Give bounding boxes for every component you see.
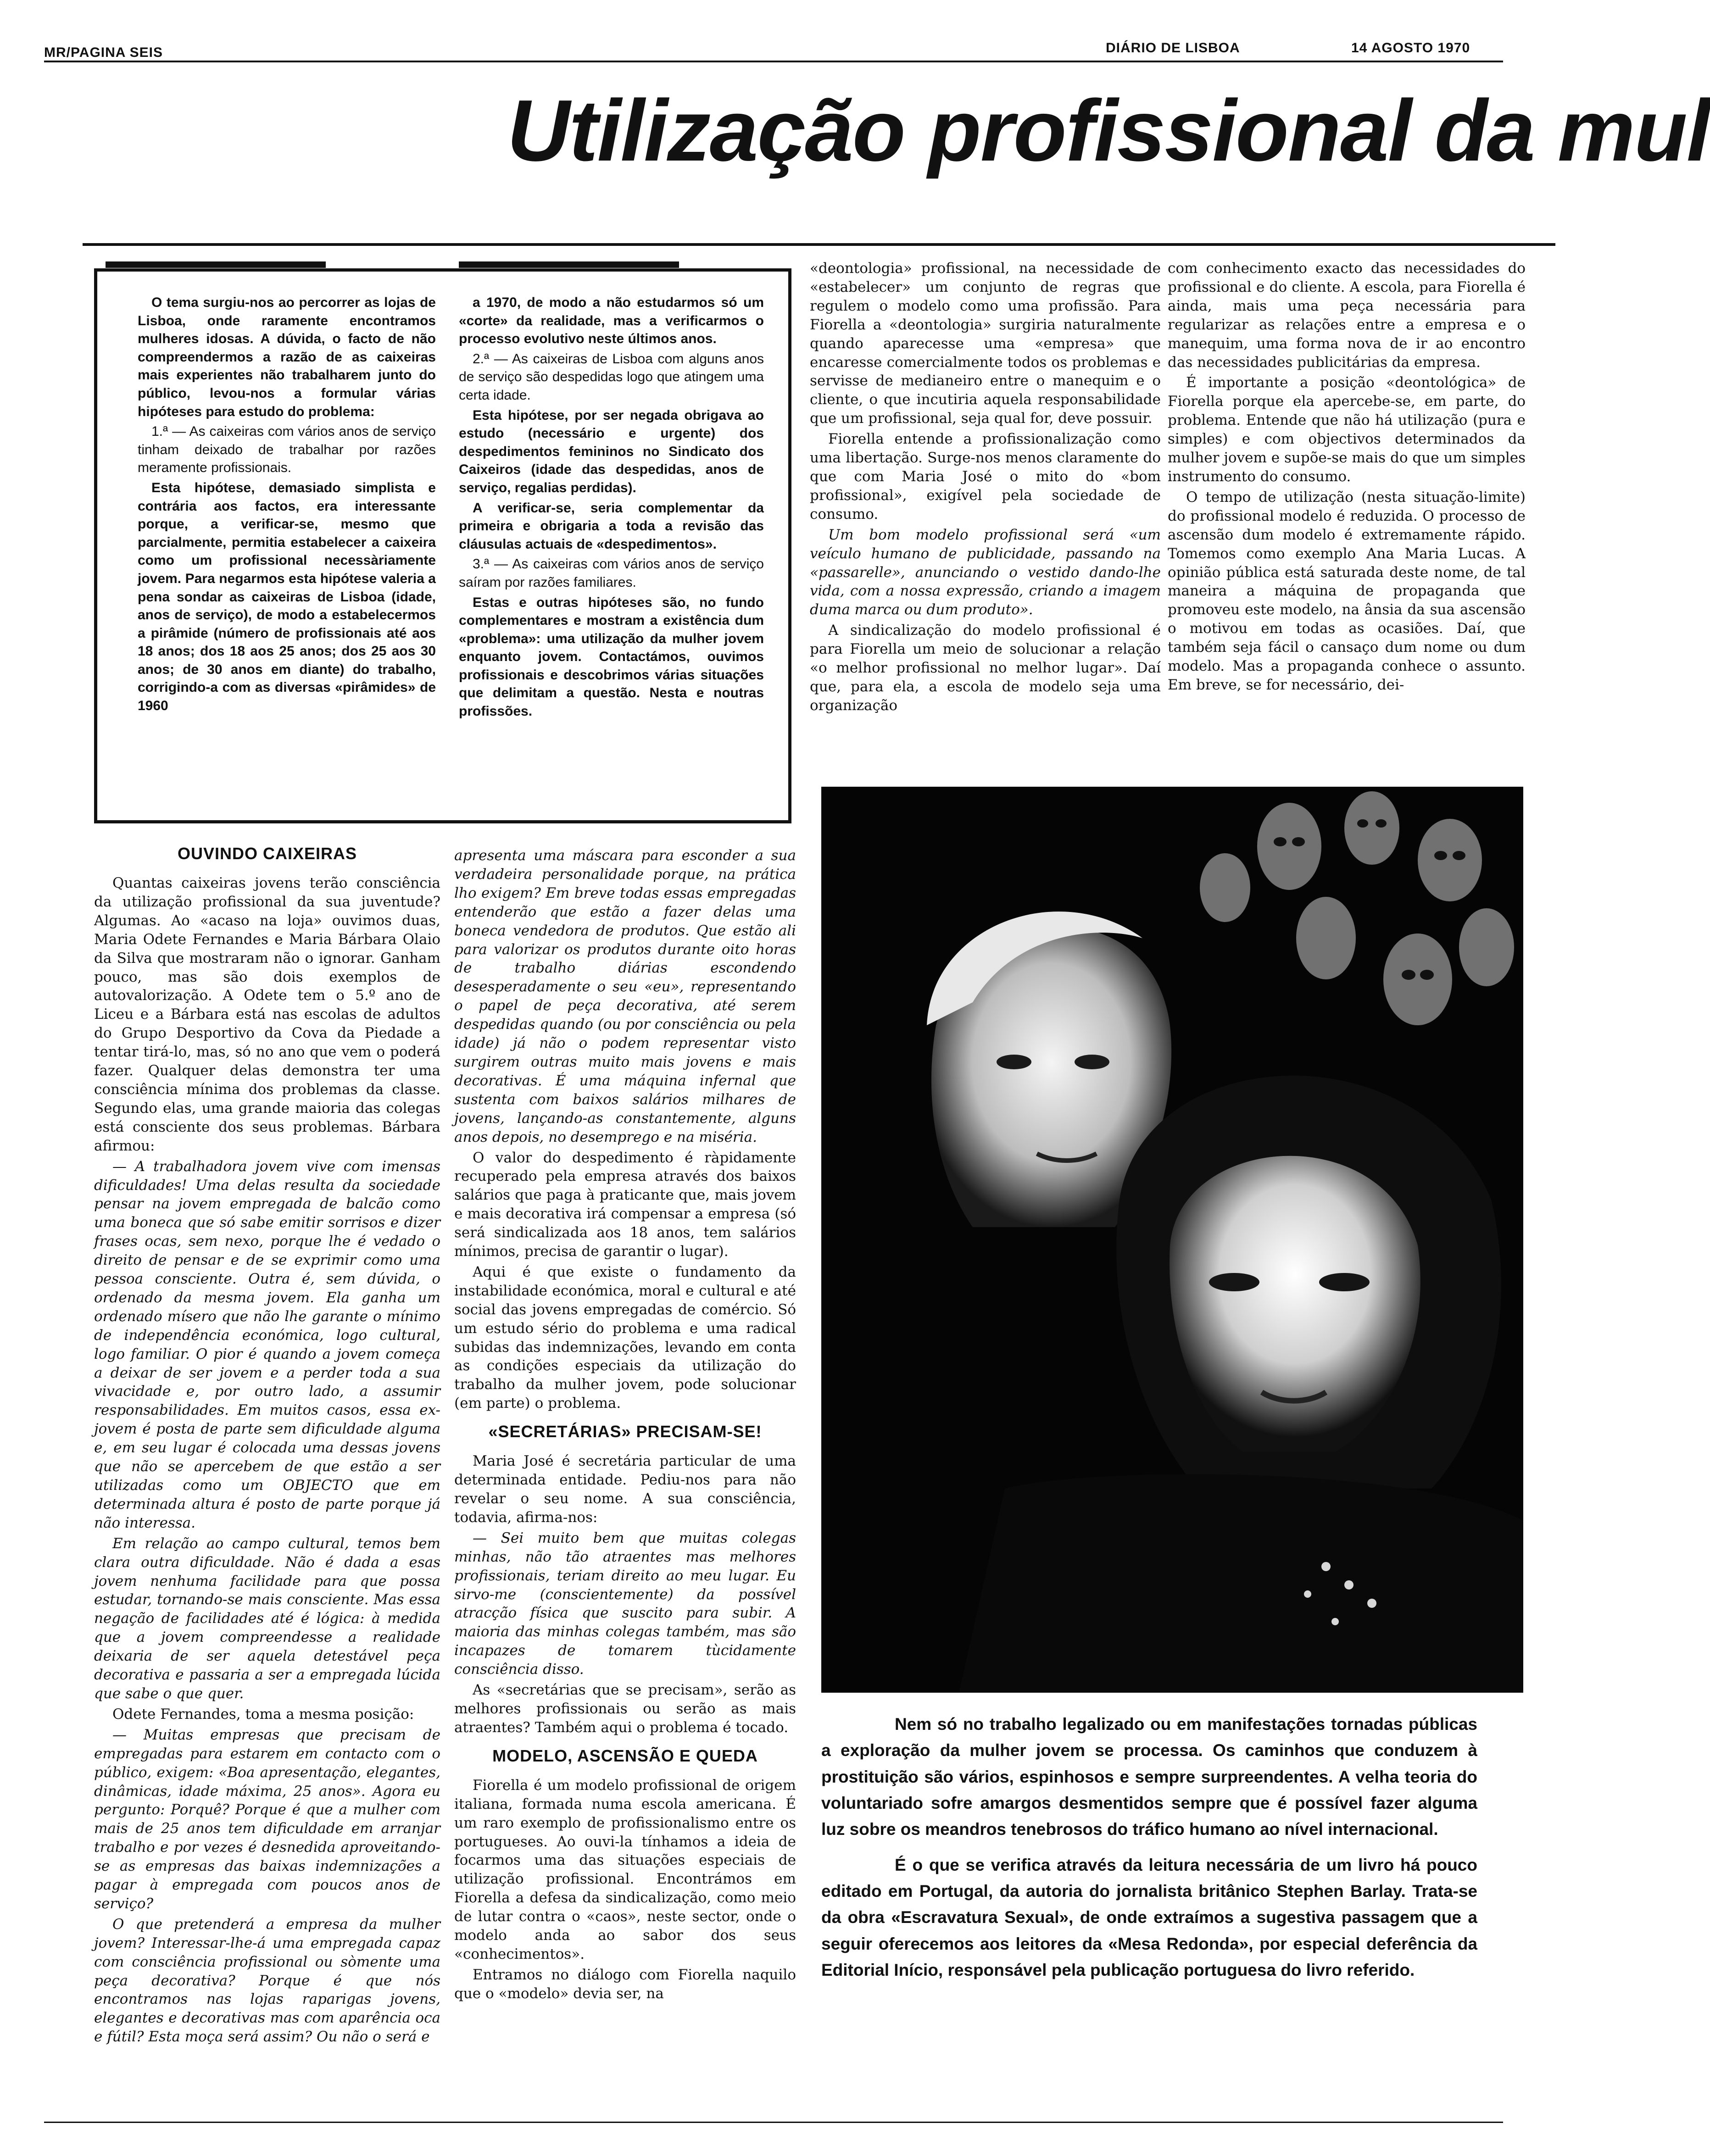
article-paragraph: Fiorella entende a profissionalização como uma libertação. Surge-nos menos claramente do que com Maria José o mito do «bom profissional», exigível pela sociedade de consumo. — [810, 431, 1161, 522]
intro-paragraph: Estas e outras hipóteses são, no fundo complementares e mostram a existência dum «problema»: uma utilização da mulher jovem enquanto jovem. Contactámos, ouvimos profissionais e descobrimos várias situações que delimitam a questão. Nesta e noutras profissões. — [459, 595, 764, 719]
headline-rule — [83, 243, 1555, 246]
article-paragraph: O que pretenderá a empresa da mulher jovem? Interessar-lhe-á uma empregada capaz com consciência profissional ou sòmente uma peça decorativa? Porque é que nós encontramos nas lojas raparigas jovens, elegantes e decorativas mas com aparência oca e fútil? Esta moça será assim? Ou não o será e — [94, 1916, 440, 2045]
intro-paragraph: Esta hipótese, por ser negada obrigava ao estudo (necessário e urgente) dos despedimentos femininos no Sindicato dos Caixeiros (idade das despedidas, anos de serviço, regalias perdidas). — [459, 407, 764, 495]
intro-paragraph: Esta hipótese, demasiado simplista e contrária aos factos, era interessante porque, a verificar-se, mesmo que parcialmente, permitia estabelecer a caixeira como um profissional necessàriamente jovem. Para negarmos esta hipótese valeria a pena sondar as caixeiras de Lisboa (idade, anos de serviço), de modo a estabelecermos a pirâmide (número de profissionais até aos 18 anos; dos 18 aos 25 anos; dos 25 aos 30 anos; de 30 anos em diante) do trabalho, corrigindo-a com as diversas «pirâmides» de 1960 — [138, 480, 436, 714]
article-paragraph: com conhecimento exacto das necessidades do profissional e do cliente. A escola, para Fiorella é ainda, mais uma peça necessária para regularizar as relações entre a empresa e o manequim, uma forma nova de ir ao encontro das necessidades publicitárias da empresa. — [1168, 260, 1526, 371]
article-paragraph: «deontologia» profissional, na necessidade de «estabelecer» um conjunto de regras que regulem o modelo como uma profissão. Para Fiorella a «deontologia» surgiria naturalmente quando aparecesse uma «empresa» que encaresse comercialmente todos os problemas e servisse de medianeiro entre o manequim e o cliente, o que incutiria aquela responsabilidade que um profissional, seja qual for, deve possuir. — [810, 260, 1161, 427]
issue-date: 14 AGOSTO 1970 — [1351, 40, 1470, 56]
intro-paragraph: O tema surgiu-nos ao percorrer as lojas de Lisboa, onde raramente encontramos mulheres idosas. A dúvida, o facto de não compreendermos a razão de as caixeiras mais experientes não trabalharem junto do público, levou-nos a formular várias hipóteses para estudo do problema: — [138, 295, 436, 419]
intro-paragraph: a 1970, de modo a não estudarmos só um «corte» da realidade, mas a verificarmos o processo evolutivo neste últimos anos. — [459, 295, 764, 347]
article-col4-top — [1168, 259, 1526, 720]
headline: Utilização profissional da mul — [507, 82, 1710, 179]
photo — [821, 787, 1523, 1693]
article-paragraph: Quantas caixeiras jovens terão consciência da utilização profissional da sua juventude? Algumas. Ao «acaso na loja» ouvimos duas, Maria Odete Fernandes e Maria Bárbara Olaio da Silva que mostraram não o ignorar. Ganham pouco, mas são dois exemplos de autovalorização. A Odete tem o 5.º ano de Liceu e a Bárbara está nas escolas de adultos do Grupo Desportivo da Cova da Piedade a tentar tirá-lo, mas, só no ano que vem o poderá fazer. Qualquer delas demonstra ter uma consciência mínima dos problemas da classe. Segundo elas, uma grande maioria das colegas está consciente dos seus problemas. Bárbara afirmou: — [94, 875, 440, 1154]
article-col1-lower — [94, 835, 440, 2087]
intro-box-topbar-left — [106, 261, 326, 268]
photo-caption — [821, 1711, 1477, 1992]
intro-box-col1 — [138, 294, 436, 717]
section-heading: «SECRETÁRIAS» PRECISAM-SE! — [488, 1422, 762, 1441]
article-paragraph: Fiorella é um modelo profissional de origem italiana, formada numa escola americana. É um raro exemplo de profissionalismo entre os portugueses. Ao ouvi-la tínhamos a ideia de focarmos uma das situações especiais de utilização profissional. Encontrámos em Fiorella a defesa da sindicalização, como meio de lutar contra o «caos», neste sector, onde o modelo anda ao sabor dos seus «conhecimentos». — [454, 1777, 796, 1962]
article-paragraph: Em relação ao campo cultural, temos bem clara outra dificuldade. Não é dada a esas jovem nenhuma facilidade para que possa estudar, tornando-se mais consciente. Mas essa negação de facilidades até é lógica: à medida que a jovem compreendesse a realidade deixaria de ser aquela detestável peça decorativa e passaria a ser a empregada lúcida que sabe o que quer. — [94, 1535, 440, 1702]
article-paragraph: O valor do despedimento é ràpidamente recuperado pela empresa através dos baixos salários que paga à praticante que, mais jovem e mais decorativa irá compensar a empresa (só será sindicalizada aos 18 anos, tem salários mínimos, precisa de garantir o lugar). — [454, 1149, 796, 1260]
article-paragraph: Um bom modelo profissional será «um veículo humano de publicidade, passando na «passarelle», anunciando o vestido dando-lhe vida, com a nossa expressão, criando a imagem duma marca ou dum produto». — [810, 526, 1161, 618]
article-paragraph: As «secretárias que se precisam», serão as melhores profissionais ou serão as mais atraentes? Também aqui o problema é tocado. — [454, 1682, 796, 1736]
article-paragraph: Entramos no diálogo com Fiorella naquilo que o «modelo» devia ser, na — [454, 1966, 796, 2002]
caption-paragraph: É o que se verifica através da leitura necessária de um livro há pouco editado em Portugal, da autoria do jornalista britânico Stephen Barlay. Trata-se da obra «Escravatura Sexual», de onde extraímos a sugestiva passagem que a seguir oferecemos aos leitores da «Mesa Redonda», por especial deferência da Editorial Início, responsável pela publicação portuguesa do livro referido. — [821, 1855, 1477, 1980]
article-col3-top — [810, 259, 1161, 720]
section-heading: MODELO, ASCENSÃO E QUEDA — [492, 1746, 758, 1765]
article-col2-lower — [454, 846, 796, 2085]
article-paragraph: — Muitas empresas que precisam de empregadas para estarem em contacto com o público, exigem: «Boa apresentação, elegantes, dinâmicas, idade máxima, 25 anos». Agora eu pergunto: Porquê? Porque é que a mulher com mais de 25 anos tem dificuldade em arranjar trabalho e por vezes é desnedida aproveitando-se as empresas das baixas indemnizações a pagar à empregada com poucos anos de serviço? — [94, 1726, 440, 1912]
header-rule — [44, 61, 1503, 62]
bottom-rule — [44, 2122, 1503, 2123]
article-paragraph: Aqui é que existe o fundamento da instabilidade económica, moral e cultural e até social das jovens empregadas de comércio. Só um estudo sério do problema e uma radical subidas das indemnizações, levando em conta as condições especiais da utilização do trabalho da mulher jovem, pode solucionar (em parte) o problema. — [454, 1263, 796, 1412]
intro-paragraph: 1.ª — As caixeiras com vários anos de serviço tinham deixado de trabalhar por razões meramente profissionais. — [138, 424, 436, 476]
caption-paragraph: Nem só no trabalho legalizado ou em manifestações tornadas públicas a exploração da mulher jovem se processa. Os caminhos que conduzem à prostituição são vários, espinhosos e sempre surpreendentes. A velha teoria do voluntariado sofre amargos desmentidos sempre que é possível fazer alguma luz sobre os meandros tenebrosos do tráfico humano ao nível internacional. — [821, 1715, 1477, 1839]
intro-paragraph: 2.ª — As caixeiras de Lisboa com alguns anos de serviço são despedidas logo que atingem uma certa idade. — [459, 351, 764, 403]
article-paragraph: Odete Fernandes, toma a mesma posição: — [112, 1706, 414, 1723]
article-paragraph: A sindicalização do modelo profissional é para Fiorella um meio de solucionar a relação «o melhor profissional no melhor lugar». Daí que, para ela, a escola de modelo seja uma organização — [810, 622, 1161, 714]
intro-box-col2 — [459, 294, 764, 722]
photo-two-women-faces-icon — [821, 787, 1523, 1693]
intro-paragraph: A verificar-se, seria complementar da primeira e obrigaria a toda a revisão das cláusulas actuais de «despedimentos». — [459, 500, 764, 552]
newspaper-name: DIÁRIO DE LISBOA — [1106, 40, 1240, 56]
intro-box-topbar-right — [459, 261, 679, 268]
article-paragraph: O tempo de utilização (nesta situação-limite) do profissional modelo é reduzida. O processo de ascensão dum modelo é extremamente rápido. Tomemos como exemplo Ana Maria Lucas. A opinião pública está saturada deste nome, de tal maneira a máquina de propaganda que promoveu este modelo, na ânsia da sua ascensão o motivou em todas as ocasiões. Daí, que também seja fácil o cansaço dum nome ou dum modelo. Mas a propaganda conhece o assunto. Em breve, se for necessário, dei- — [1168, 489, 1526, 693]
article-paragraph: — Sei muito bem que muitas colegas minhas, não tão atraentes mas melhores profissionais, teriam direito ao meu lugar. Eu sirvo-me (conscientemente) da possível atracção física que suscito para subir. A maioria das minhas colegas também, mas são incapazes de tomarem tùcidamente consciência disso. — [454, 1529, 796, 1678]
article-paragraph: — A trabalhadora jovem vive com imensas dificuldades! Uma delas resulta da sociedade pensar na jovem empregada de balcão como uma boneca que só sabe emitir sorrisos e dizer frases ocas, sem nexo, porque lhe é vedado o direito de pensar e de se exprimir como uma pessoa consciente. Outra é, sem dúvida, o ordenado da mesma jovem. Ela ganha um ordenado mísero que não lhe garante o mínimo de independência económica, logo cultural, logo familiar. O pior é quando a jovem começa a deixar de ser jovem e a perder toda a sua vivacidade e, por outro lado, a assumir responsabilidades. Em muitos casos, essa ex-jovem é posta de parte sem dificuldade alguma e, em seu lugar é colocada uma dessas jovens que não se apercebem de que estão a ser utilizadas como um OBJECTO que em determinada altura é posto de parte porque já não interessa. — [94, 1158, 440, 1531]
article-paragraph: Maria José é secretária particular de uma determinada entidade. Pediu-nos para não revelar o seu nome. A sua consciência, todavia, afirma-nos: — [454, 1453, 796, 1526]
article-paragraph: apresenta uma máscara para esconder a sua verdadeira personalidade porque, na prática lho exigem? Em breve todas essas empregadas entenderão que estão a fazer delas uma boneca vendedora de produtos. Que estão ali para valorizar os produtos durante oito horas de trabalho diárias escondendo desesperadamente o seu «eu», representando o papel de peça decorativa, até serem despedidas quando (ou por consciência ou pela idade) já não o podem representar visto surgirem outras muito mais jovens e mais decorativas. É uma máquina infernal que sustenta com baixos salários milhares de jovens, lançando-as constantemente, alguns anos depois, no desemprego e na miséria. — [454, 847, 796, 1145]
page-label: MR/PAGINA SEIS — [44, 45, 163, 60]
intro-paragraph: 3.ª — As caixeiras com vários anos de serviço saíram por razões familiares. — [459, 556, 764, 590]
article-paragraph: É importante a posição «deontológica» de Fiorella porque ela apercebe-se, em parte, do problema. Entende que não há utilização (pura e simples) e com objectivos determinados da mulher jovem e supõe-se mais do que um simples instrumento do consumo. — [1168, 374, 1526, 485]
section-heading: OUVINDO CAIXEIRAS — [177, 844, 357, 863]
